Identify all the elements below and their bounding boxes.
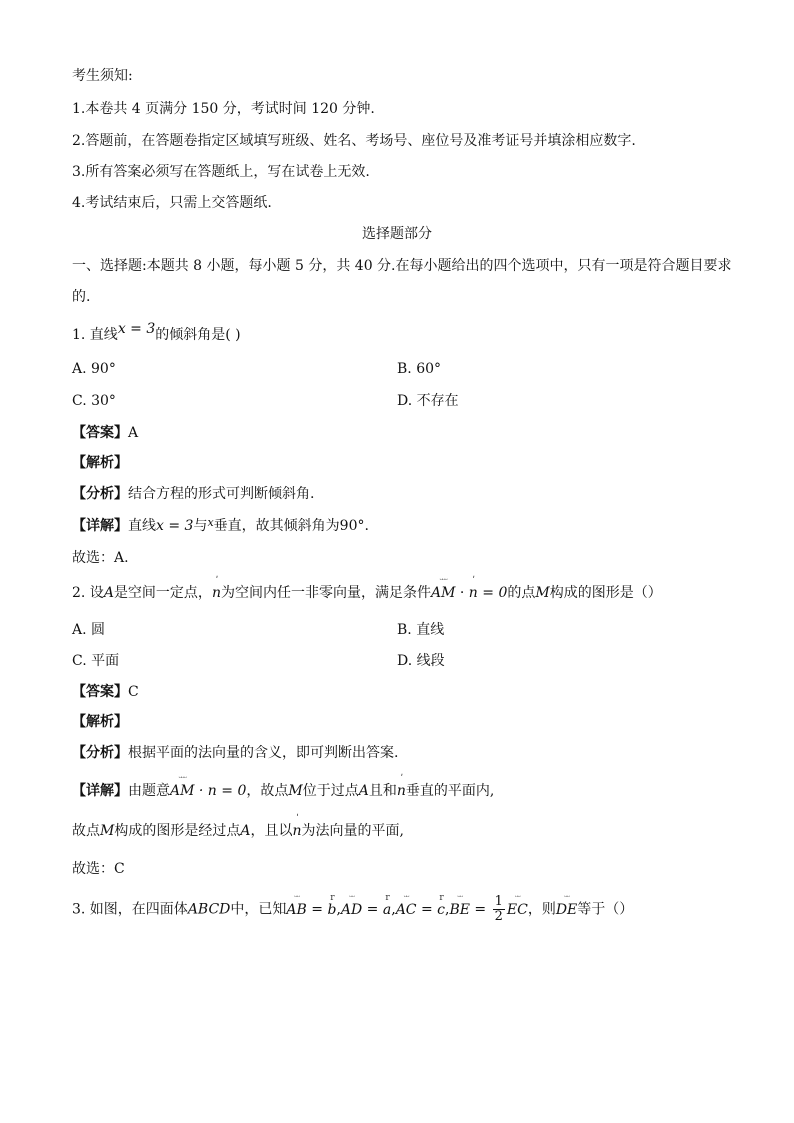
answer-tag: 【答案】	[72, 684, 128, 700]
fenxi-tag: 【分析】	[72, 745, 128, 761]
q2-vec-am: ᵕᵕᵕ AM	[430, 576, 456, 601]
q2-text3: 的点	[507, 585, 536, 601]
q2-analysis-tag: 【解析】	[72, 714, 128, 730]
q1-option-b: B. 60°	[397, 361, 442, 377]
detail-x: x	[207, 516, 214, 529]
detail-post: 垂直，故其倾斜角为90°.	[213, 518, 369, 534]
q2-option-b: B. 直线	[397, 622, 445, 638]
q1-stem	[72, 321, 241, 344]
q1-suffix: 的倾斜角是( )	[155, 327, 241, 343]
q1-option-a: A. 90°	[72, 361, 116, 377]
part-intro-line2: 的.	[72, 289, 91, 305]
q1-detail	[72, 517, 369, 536]
q3-vec-ac: ᵕᵕ AC	[395, 892, 417, 918]
notice-item-1: 1.本卷共 4 页满分 150 分，考试时间 120 分钟.	[72, 101, 375, 117]
q2-option-a: A. 圆	[72, 622, 106, 638]
notice-item-4: 4.考试结束后，只需上交答题纸.	[72, 195, 272, 211]
q3-vec-de: ᵕᵕ DE	[555, 892, 578, 918]
detail-tag: 【详解】	[72, 518, 128, 534]
answer-value: A	[128, 425, 139, 441]
fenxi-text: 结合方程的形式可判断倾斜角.	[128, 486, 315, 502]
q2-option-d: D. 线段	[397, 653, 445, 669]
q1-analysis-tag: 【解析】	[72, 455, 128, 471]
fenxi-text: 根据平面的法向量的含义，即可判断出答案.	[128, 745, 399, 761]
q2-text1: 是空间一定点，	[113, 585, 212, 601]
q2-conclusion: 故选：C	[72, 861, 125, 877]
q3-tetrahedron: ABCD	[187, 901, 231, 918]
q2-detail-line2: 故点M构成的图形是经过点A，且以 ʹ n为法向量的平面,	[72, 814, 404, 839]
detail-d1: 由题意	[128, 783, 170, 799]
answer-value: C	[128, 684, 139, 700]
q3-vec-ad: ᵕᵕ AD	[340, 892, 363, 918]
q2-vec-n2: ʹ n	[468, 576, 478, 601]
q1-eq: x = 3	[117, 321, 156, 337]
detail-pre: 直线	[128, 518, 156, 534]
q2-point-m: M	[535, 585, 550, 601]
part-intro-line1: 一、选择题:本题共 8 小题，每小题 5 分，共 40 分.在每小题给出的四个选项中，只有一项是符合题目要求	[72, 258, 732, 274]
q1-prefix: 1. 直线	[72, 327, 118, 343]
q2-prefix: 2. 设	[72, 585, 104, 601]
q3-fraction: $\frac{1}{2}$	[494, 894, 503, 924]
detail-eq: x = 3	[156, 518, 194, 534]
q3-vec-c: r c	[437, 892, 445, 918]
q1-conclusion: 故选：A.	[72, 550, 129, 566]
section-title: 选择题部分	[362, 226, 432, 242]
q2-detail: 【详解】由题意 ᵕᵕᵕ AM · n = 0，故点M位于过点A且和 ʹ n垂直的平面内,	[72, 774, 495, 799]
q1-option-d: D. 不存在	[397, 393, 459, 409]
q2-line2-vec-n: ʹ n	[292, 814, 302, 839]
q2-point-a: A	[103, 585, 114, 601]
q2-answer	[72, 683, 139, 701]
q2-detail-vec-n: ʹ n	[396, 774, 406, 799]
q3-vec-b: r b	[327, 892, 337, 918]
q1-answer	[72, 424, 138, 442]
notice-item-2: 2.答题前，在答题卷指定区域填写班级、姓名、考场号、座位号及准考证号并填涂相应数字.	[72, 133, 636, 149]
q2-option-c: C. 平面	[72, 653, 120, 669]
q3-vec-be: ᵕᵕ BE	[449, 892, 470, 918]
q3-stem: 3. 如图，在四面体ABCD中，已知 ᵕᵕ AB = r b, ᵕᵕ AD = r a, ᵕᵕ AC = r c, ᵕᵕ BE = $\frac{1}{2}$ ᵕᵕ EC，则 ᵕᵕ DE等于（）	[72, 892, 634, 924]
fenxi-tag: 【分析】	[72, 486, 128, 502]
q2-vec-n: ʹ n	[211, 576, 221, 601]
q2-detail-vec-am: ᵕᵕᵕ AM	[170, 774, 195, 799]
detail-eq: · n = 0	[194, 783, 247, 799]
q1-fenxi	[72, 485, 314, 503]
q3-vec-ec: ᵕᵕ EC	[506, 892, 528, 918]
q2-text4: 构成的图形是（）	[549, 585, 662, 601]
notice-item-3: 3.所有答案必须写在答题纸上，写在试卷上无效.	[72, 164, 370, 180]
q1-option-c: C. 30°	[72, 393, 116, 409]
detail-tag: 【详解】	[72, 783, 128, 799]
q3-vec-ab: ᵕᵕ AB	[286, 892, 307, 918]
answer-tag: 【答案】	[72, 425, 128, 441]
q2-text2: 为空间内任一非零向量，满足条件	[220, 585, 431, 601]
notice-title: 考生须知:	[72, 68, 133, 84]
q3-vec-a: r a	[382, 892, 392, 918]
q2-fenxi	[72, 744, 398, 762]
q3-prefix: 3. 如图，在四面体	[72, 901, 188, 918]
detail-mid: 与	[193, 518, 208, 534]
q2-stem: 2. 设A是空间一定点， ʹ n为空间内任一非零向量，满足条件 ᵕᵕᵕ AM · ʹ n = 0的点M构成的图形是（）	[72, 576, 662, 601]
